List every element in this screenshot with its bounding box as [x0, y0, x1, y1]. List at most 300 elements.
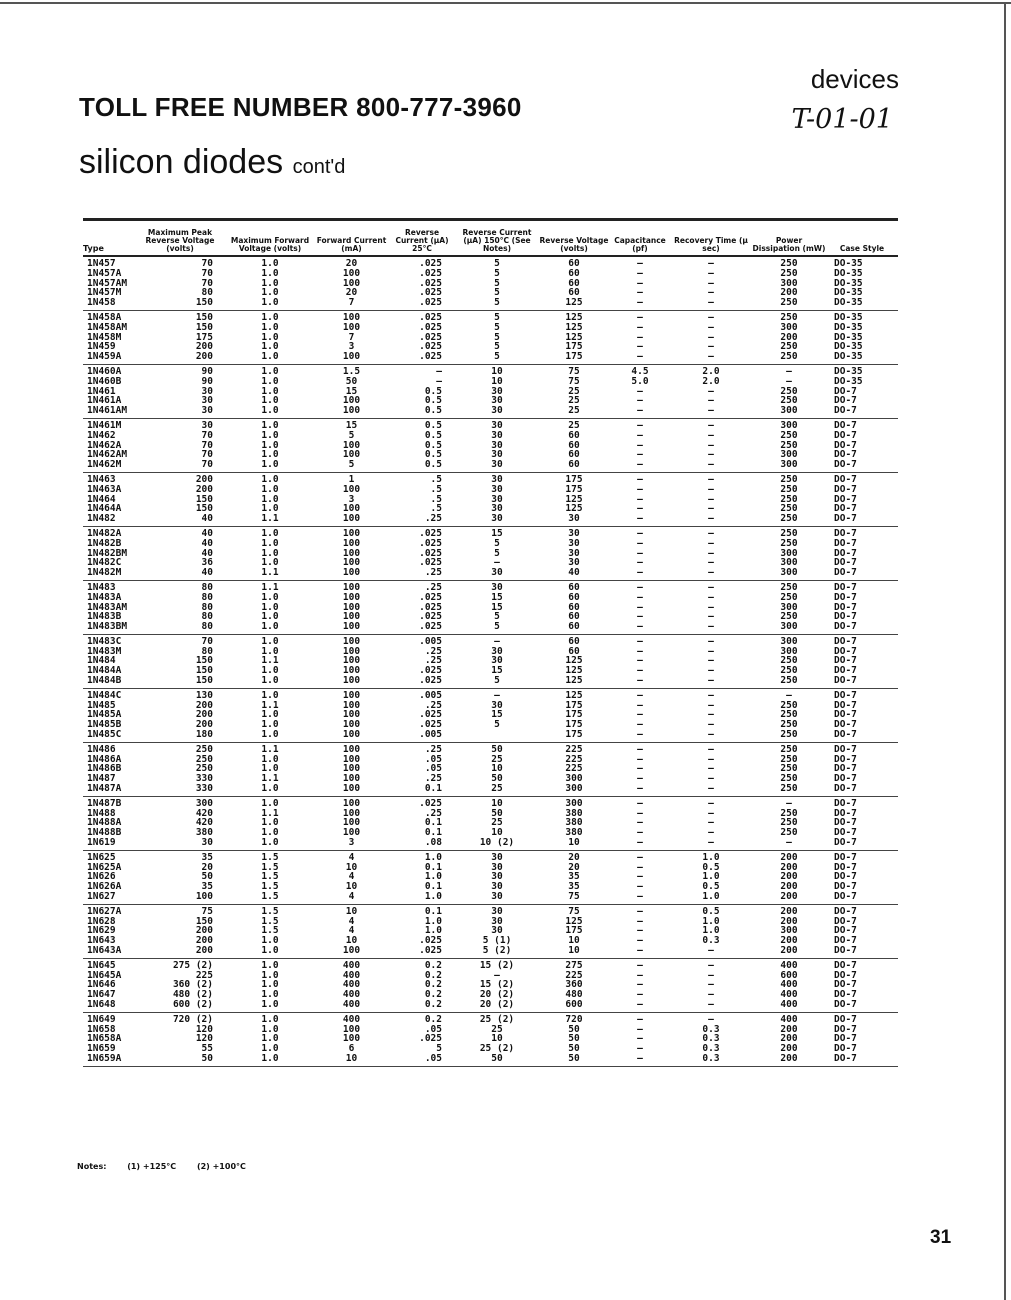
cell-reverse-current-25c: .025	[419, 797, 442, 809]
cell-max-forward-voltage: 1.0	[261, 676, 279, 687]
header-type: Type	[83, 244, 104, 253]
cell-recovery-time: —	[708, 700, 714, 711]
cell-reverse-current-25c: .25	[424, 743, 442, 755]
cell-recovery-time: —	[708, 406, 714, 417]
table-row	[83, 504, 898, 514]
cell-power-dissipation: 200	[780, 936, 798, 946]
cell-max-peak-reverse-voltage: 275 (2)	[172, 959, 213, 971]
cell-max-peak-reverse-voltage: 150	[195, 298, 213, 309]
cell-reverse-voltage: 125	[565, 298, 583, 309]
cell-case-style: DO-7	[834, 797, 857, 809]
cell-case-style: DO-7	[834, 946, 857, 956]
header-reverse-current-150c: Reverse Current (µA) 150°C (See Notes)	[462, 228, 532, 253]
cell-type: 1N645	[87, 959, 116, 971]
cell-recovery-time: —	[708, 838, 714, 849]
cell-power-dissipation: 200	[780, 946, 798, 956]
table-row	[83, 298, 898, 310]
cell-reverse-voltage: 125	[565, 332, 583, 343]
cell-capacitance: —	[637, 646, 643, 657]
cell-recovery-time: —	[708, 514, 714, 525]
cell-capacitance: —	[637, 784, 643, 795]
cell-capacitance: —	[637, 484, 643, 495]
cell-max-forward-voltage: 1.0	[261, 430, 279, 441]
cell-capacitance: —	[637, 311, 643, 323]
cell-capacitance: —	[637, 592, 643, 603]
cell-type: 1N461AM	[87, 406, 128, 417]
cell-power-dissipation: 250	[780, 494, 798, 505]
cell-case-style: DO-35	[834, 288, 863, 299]
cell-max-peak-reverse-voltage: 380	[195, 828, 213, 839]
cell-max-peak-reverse-voltage: 200	[195, 342, 213, 353]
cell-type: 1N459A	[87, 352, 122, 363]
cell-reverse-current-25c: .25	[424, 646, 442, 657]
cell-reverse-voltage: 175	[565, 700, 583, 711]
cell-max-peak-reverse-voltage: 30	[201, 419, 213, 431]
cell-recovery-time: —	[708, 828, 714, 839]
cell-case-style: DO-7	[834, 406, 857, 417]
cell-type: 1N658	[87, 1024, 116, 1035]
table-row	[83, 333, 898, 343]
cell-power-dissipation: 250	[780, 311, 798, 323]
section-label: devices	[810, 64, 899, 94]
cell-forward-current: 100	[342, 828, 361, 839]
cell-forward-current: 100	[342, 602, 361, 613]
cell-power-dissipation: 400	[780, 959, 798, 971]
cell-type: 1N486A	[87, 754, 122, 765]
cell-recovery-time: —	[708, 666, 714, 677]
cell-max-peak-reverse-voltage: 150	[195, 916, 213, 927]
cell-case-style: DO-7	[834, 720, 857, 731]
cell-capacitance: —	[637, 602, 643, 613]
cell-type: 1N646	[87, 980, 116, 991]
cell-max-forward-voltage: 1.0	[261, 946, 279, 956]
cell-reverse-voltage: 125	[565, 676, 583, 687]
cell-power-dissipation: 250	[780, 484, 798, 495]
cell-case-style: DO-7	[834, 538, 857, 549]
cell-reverse-voltage: 75	[568, 905, 580, 917]
table-row	[83, 656, 898, 666]
cell-max-peak-reverse-voltage: 200	[195, 700, 213, 711]
cell-power-dissipation: 250	[780, 538, 798, 549]
cell-case-style: DO-7	[834, 440, 857, 451]
cell-forward-current: 100	[342, 406, 361, 417]
cell-power-dissipation: 250	[780, 764, 798, 775]
cell-reverse-voltage: 300	[565, 784, 583, 795]
cell-max-peak-reverse-voltage: 30	[201, 838, 213, 849]
cell-recovery-time: —	[708, 818, 714, 829]
cell-max-forward-voltage: 1.0	[261, 440, 279, 451]
cell-power-dissipation: 400	[780, 990, 798, 1000]
cell-case-style: DO-7	[834, 936, 857, 946]
cell-max-peak-reverse-voltage: 150	[195, 311, 213, 323]
cell-reverse-current-150c: 30	[491, 473, 503, 485]
cell-reverse-current-150c: 50	[491, 808, 503, 819]
cell-reverse-voltage: 175	[565, 926, 583, 937]
cell-max-forward-voltage: 1.0	[261, 311, 279, 323]
table-row	[83, 441, 898, 451]
cell-max-forward-voltage: 1.0	[261, 396, 279, 407]
cell-type: 1N482C	[87, 558, 122, 569]
cell-reverse-current-150c: 10	[491, 764, 503, 775]
cell-forward-current: 7	[348, 332, 355, 343]
cell-case-style: DO-7	[834, 473, 857, 485]
table-row	[83, 1012, 898, 1024]
cell-capacitance: —	[637, 892, 643, 903]
cell-power-dissipation: 250	[780, 342, 798, 353]
cell-recovery-time: —	[708, 959, 714, 971]
cell-max-forward-voltage: 1.0	[261, 936, 279, 946]
cell-reverse-current-25c: .05	[424, 1024, 442, 1035]
cell-case-style: DO-7	[834, 548, 857, 559]
cell-reverse-current-25c: .025	[419, 278, 442, 289]
cell-case-style: DO-7	[834, 743, 857, 755]
cell-max-peak-reverse-voltage: 40	[201, 514, 213, 525]
cell-power-dissipation: 300	[780, 622, 798, 633]
cell-type: 1N457AM	[87, 278, 128, 289]
cell-recovery-time: —	[708, 635, 714, 647]
cell-reverse-voltage: 30	[568, 558, 580, 569]
cell-max-peak-reverse-voltage: 30	[201, 406, 213, 417]
cell-power-dissipation: 250	[780, 666, 798, 677]
cell-reverse-current-150c: 30	[491, 514, 503, 525]
header-reverse-voltage: Reverse Voltage (volts)	[539, 236, 609, 253]
cell-forward-current: 100	[342, 784, 361, 795]
cell-max-forward-voltage: 1.0	[261, 797, 279, 809]
cell-max-forward-voltage: 1.0	[261, 602, 279, 613]
cell-max-forward-voltage: 1.0	[261, 450, 279, 461]
cell-forward-current: 1	[348, 473, 355, 485]
cell-capacitance: —	[637, 548, 643, 559]
cell-type: 1N629	[87, 926, 116, 937]
cell-power-dissipation: 300	[780, 568, 798, 579]
cell-power-dissipation: 200	[780, 1024, 798, 1035]
cell-reverse-voltage: 35	[568, 872, 580, 883]
cell-type: 1N487B	[87, 797, 122, 809]
cell-reverse-current-150c: 30	[491, 700, 503, 711]
table-row	[83, 1025, 898, 1035]
cell-capacitance: 5.0	[631, 376, 649, 387]
cell-type: 1N484	[87, 656, 116, 667]
cell-reverse-voltage: 30	[568, 538, 580, 549]
cell-recovery-time: —	[708, 602, 714, 613]
cell-max-forward-voltage: 1.0	[261, 1034, 279, 1045]
cell-max-peak-reverse-voltage: 100	[195, 892, 213, 903]
cell-type: 1N482M	[87, 568, 122, 579]
cell-power-dissipation: 200	[780, 862, 798, 873]
cell-capacitance: —	[637, 386, 643, 397]
cell-type: 1N457A	[87, 268, 122, 279]
cell-max-forward-voltage: 1.1	[261, 514, 279, 525]
cell-capacitance: —	[637, 1034, 643, 1045]
table-row	[83, 377, 898, 387]
cell-forward-current: 100	[342, 946, 361, 956]
cell-reverse-voltage: 60	[568, 258, 580, 269]
cell-reverse-voltage: 225	[565, 754, 583, 765]
cell-case-style: DO-35	[834, 332, 863, 343]
cell-reverse-voltage: 35	[568, 882, 580, 893]
cell-recovery-time: 0.3	[702, 1034, 720, 1045]
cell-case-style: DO-7	[834, 1013, 857, 1025]
cell-forward-current: 100	[342, 440, 361, 451]
cell-capacitance: —	[637, 1044, 643, 1054]
cell-recovery-time: —	[708, 612, 714, 623]
cell-recovery-time: —	[708, 676, 714, 687]
cell-case-style: DO-7	[834, 504, 857, 515]
cell-reverse-current-150c: —	[494, 689, 500, 701]
cell-max-peak-reverse-voltage: 330	[195, 774, 213, 785]
cell-forward-current: 4	[348, 872, 355, 883]
cell-power-dissipation: 200	[780, 916, 798, 927]
cell-max-forward-voltage: 1.1	[261, 581, 279, 593]
cell-case-style: DO-7	[834, 892, 857, 903]
cell-type: 1N643A	[87, 946, 122, 956]
cell-power-dissipation: —	[786, 689, 792, 701]
cell-capacitance: —	[637, 970, 643, 981]
cell-forward-current: 100	[342, 396, 361, 407]
cell-case-style: DO-7	[834, 872, 857, 883]
cell-case-style: DO-7	[834, 916, 857, 927]
cell-power-dissipation: 300	[780, 635, 798, 647]
cell-max-forward-voltage: 1.0	[261, 666, 279, 677]
cell-reverse-current-25c: 0.5	[424, 386, 442, 397]
cell-reverse-current-25c: .25	[424, 774, 442, 785]
cell-forward-current: 100	[342, 558, 361, 569]
cell-forward-current: 100	[342, 764, 361, 775]
cell-recovery-time: —	[708, 473, 714, 485]
cell-reverse-voltage: 30	[568, 527, 580, 539]
cell-capacitance: —	[637, 730, 643, 741]
cell-case-style: DO-7	[834, 710, 857, 721]
cell-max-forward-voltage: 1.5	[261, 882, 279, 893]
cell-capacitance: —	[637, 990, 643, 1000]
cell-reverse-current-150c: 30	[491, 450, 503, 461]
cell-type: 1N647	[87, 990, 116, 1000]
cell-reverse-voltage: 125	[565, 689, 583, 701]
cell-power-dissipation: 600	[780, 970, 798, 981]
cell-case-style: DO-7	[834, 1053, 857, 1064]
cell-reverse-voltage: 30	[568, 548, 580, 559]
cell-forward-current: 4	[348, 892, 355, 903]
table-row	[83, 460, 898, 472]
cell-case-style: DO-7	[834, 558, 857, 569]
cell-case-style: DO-35	[834, 298, 863, 309]
cell-recovery-time: —	[708, 774, 714, 785]
cell-reverse-voltage: 60	[568, 460, 580, 471]
cell-recovery-time: 2.0	[702, 376, 720, 387]
cell-forward-current: 100	[342, 484, 361, 495]
cell-max-forward-voltage: 1.0	[261, 1013, 279, 1025]
cell-recovery-time: —	[708, 322, 714, 333]
table-row	[83, 882, 898, 892]
cell-max-forward-voltage: 1.0	[261, 538, 279, 549]
cell-capacitance: —	[637, 352, 643, 363]
table-row	[83, 850, 898, 862]
cell-max-forward-voltage: 1.0	[261, 419, 279, 431]
cell-recovery-time: 1.0	[702, 872, 720, 883]
cell-reverse-voltage: 60	[568, 612, 580, 623]
cell-reverse-voltage: 20	[568, 862, 580, 873]
cell-reverse-voltage: 175	[565, 720, 583, 731]
cell-forward-current: 100	[342, 818, 361, 829]
cell-case-style: DO-7	[834, 460, 857, 471]
cell-max-peak-reverse-voltage: 120	[195, 1024, 213, 1035]
table-row	[83, 688, 898, 700]
cell-max-peak-reverse-voltage: 30	[201, 396, 213, 407]
cell-max-forward-voltage: 1.0	[261, 288, 279, 299]
cell-type: 1N457	[87, 258, 116, 269]
notes-label: Notes:	[77, 1162, 107, 1171]
cell-capacitance: —	[637, 430, 643, 441]
cell-recovery-time: —	[708, 797, 714, 809]
cell-max-forward-voltage: 1.0	[261, 527, 279, 539]
cell-reverse-current-150c: 50	[491, 774, 503, 785]
cell-reverse-voltage: 60	[568, 450, 580, 461]
table-row	[83, 838, 898, 850]
cell-case-style: DO-7	[834, 808, 857, 819]
cell-type: 1N458A	[87, 311, 122, 323]
cell-forward-current: 100	[342, 311, 361, 323]
cell-recovery-time: 0.5	[702, 882, 720, 893]
cell-capacitance: —	[637, 473, 643, 485]
cell-reverse-current-25c: .05	[424, 754, 442, 765]
cell-max-forward-voltage: 1.0	[261, 342, 279, 353]
cell-type: 1N482B	[87, 538, 122, 549]
cell-max-peak-reverse-voltage: 180	[195, 730, 213, 741]
cell-reverse-voltage: 75	[568, 892, 580, 903]
cell-reverse-voltage: 175	[565, 710, 583, 721]
cell-power-dissipation: 250	[780, 430, 798, 441]
cell-max-forward-voltage: 1.1	[261, 700, 279, 711]
note-1: (1) +125°C	[127, 1162, 177, 1171]
cell-capacitance: —	[637, 754, 643, 765]
cell-reverse-current-150c: 30	[491, 882, 503, 893]
table-row	[83, 904, 898, 916]
cell-max-forward-voltage: 1.0	[261, 322, 279, 333]
cell-recovery-time: —	[708, 581, 714, 593]
cell-reverse-voltage: 175	[565, 352, 583, 363]
cell-reverse-current-25c: .025	[419, 592, 442, 603]
cell-case-style: DO-35	[834, 352, 863, 363]
cell-reverse-current-25c: 0.5	[424, 450, 442, 461]
cell-case-style: DO-7	[834, 926, 857, 937]
cell-capacitance: —	[637, 882, 643, 893]
table-row	[83, 472, 898, 484]
cell-max-forward-voltage: 1.0	[261, 278, 279, 289]
cell-max-peak-reverse-voltage: 330	[195, 784, 213, 795]
cell-max-peak-reverse-voltage: 70	[201, 430, 213, 441]
cell-max-peak-reverse-voltage: 150	[195, 322, 213, 333]
cell-max-forward-voltage: 1.0	[261, 352, 279, 363]
cell-reverse-current-150c: 30	[491, 430, 503, 441]
cell-recovery-time: —	[708, 460, 714, 471]
cell-reverse-current-150c: 25	[491, 1024, 503, 1035]
table-row-group	[83, 256, 898, 310]
table-row	[83, 1054, 898, 1066]
cell-type: 1N649	[87, 1013, 116, 1025]
cell-forward-current: 100	[342, 720, 361, 731]
cell-forward-current: 100	[342, 743, 361, 755]
cell-max-forward-voltage: 1.0	[261, 406, 279, 417]
table-row	[83, 580, 898, 592]
cell-case-style: DO-7	[834, 396, 857, 407]
cell-reverse-current-25c: 1.0	[424, 872, 442, 883]
cell-type: 1N461M	[87, 419, 122, 431]
cell-recovery-time: —	[708, 689, 714, 701]
cell-forward-current: 10	[345, 936, 358, 946]
cell-max-forward-voltage: 1.0	[261, 784, 279, 795]
cell-reverse-current-150c: 50	[491, 1053, 503, 1064]
cell-max-forward-voltage: 1.0	[261, 635, 279, 647]
cell-max-peak-reverse-voltage: 70	[201, 450, 213, 461]
cell-reverse-current-25c: 0.1	[424, 784, 442, 795]
cell-max-peak-reverse-voltage: 720 (2)	[172, 1013, 213, 1025]
cell-capacitance: —	[637, 1013, 643, 1025]
cell-reverse-current-150c: 5	[494, 311, 500, 323]
cell-capacitance: —	[637, 797, 643, 809]
cell-max-forward-voltage: 1.0	[261, 622, 279, 633]
cell-power-dissipation: —	[786, 838, 792, 849]
table-row	[83, 396, 898, 406]
cell-max-forward-voltage: 1.0	[261, 558, 279, 569]
table-row	[83, 764, 898, 774]
cell-power-dissipation: —	[786, 365, 792, 377]
header-reverse-current-25c: Reverse Current (µA) 25°C	[395, 228, 449, 253]
cell-power-dissipation: —	[786, 376, 792, 387]
cell-reverse-current-150c: 10	[491, 1034, 503, 1045]
cell-type: 1N459	[87, 342, 116, 353]
cell-reverse-current-25c: .25	[424, 568, 442, 579]
cell-power-dissipation: 200	[780, 1034, 798, 1045]
cell-type: 1N460A	[87, 365, 122, 377]
cell-max-forward-voltage: 1.5	[261, 916, 279, 927]
table-row	[83, 418, 898, 430]
cell-power-dissipation: 250	[780, 352, 798, 363]
cell-reverse-current-150c: 30	[491, 916, 503, 927]
cell-reverse-current-150c: 10	[491, 828, 503, 839]
cell-max-peak-reverse-voltage: 420	[195, 818, 213, 829]
cell-capacitance: —	[637, 851, 643, 863]
cell-forward-current: 400	[342, 970, 361, 981]
cell-forward-current: 400	[342, 1013, 361, 1025]
cell-case-style: DO-7	[834, 419, 857, 431]
cell-reverse-current-150c: 5	[494, 720, 500, 731]
table-row-group	[83, 310, 898, 364]
page-number: 31	[930, 1227, 952, 1248]
cell-forward-current: 10	[345, 862, 358, 873]
table-row	[83, 431, 898, 441]
cell-power-dissipation: 250	[780, 676, 798, 687]
cell-recovery-time: —	[708, 538, 714, 549]
table-row	[83, 288, 898, 298]
cell-recovery-time: 2.0	[702, 365, 720, 377]
cell-type: 1N485B	[87, 720, 122, 731]
cell-max-peak-reverse-voltage: 70	[201, 460, 213, 471]
table-row	[83, 634, 898, 646]
table-row-group	[83, 526, 898, 580]
cell-recovery-time: 0.5	[702, 905, 720, 917]
cell-max-peak-reverse-voltage: 150	[195, 494, 213, 505]
table-row-group	[83, 958, 898, 1012]
cell-power-dissipation: 250	[780, 710, 798, 721]
cell-max-forward-voltage: 1.5	[261, 905, 279, 917]
cell-max-forward-voltage: 1.5	[261, 926, 279, 937]
cell-reverse-current-150c: 15 (2)	[479, 959, 515, 971]
cell-type: 1N659A	[87, 1053, 122, 1064]
cell-reverse-current-150c: 30	[491, 406, 503, 417]
cell-forward-current: 100	[342, 450, 361, 461]
cell-power-dissipation: 400	[780, 1013, 798, 1025]
cell-reverse-current-25c: .25	[424, 656, 442, 667]
